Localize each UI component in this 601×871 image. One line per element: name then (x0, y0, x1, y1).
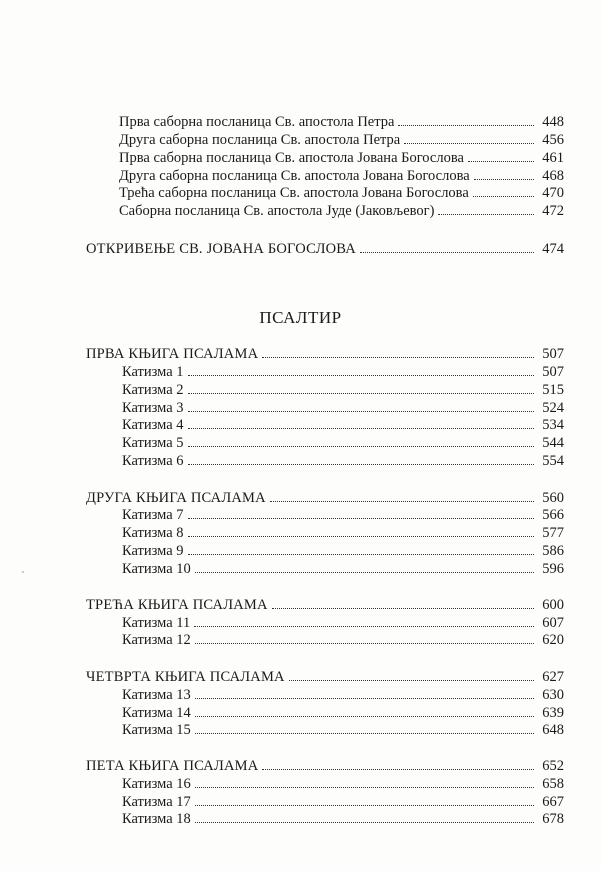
entry-page: 648 (542, 722, 564, 738)
entry-title: Катизма 4 (122, 417, 184, 433)
toc-entry-book (86, 757, 564, 775)
entry-title: Катизма 12 (122, 632, 191, 648)
entry-page: 470 (542, 185, 564, 201)
leader-dots (188, 446, 535, 447)
entry-page: 468 (542, 168, 564, 184)
section-heading: ПСАЛТИР (259, 308, 342, 327)
entry-title: Катизма 11 (122, 615, 191, 631)
toc-entry-kathisma (122, 542, 564, 560)
toc-entry-kathisma (122, 506, 564, 524)
leader-dots (438, 214, 534, 215)
toc-entry-kathisma (122, 810, 564, 828)
entry-title: Трећа саборна посланица Св. апостола Јована Богослова (119, 185, 469, 201)
leader-dots (188, 411, 535, 412)
leader-dots (272, 608, 535, 609)
toc-entry-epistle (119, 202, 564, 220)
leader-dots (195, 716, 534, 717)
toc-entry-kathisma (122, 399, 564, 417)
entry-title: Друга саборна посланица Св. апостола Петра (119, 132, 401, 148)
entry-page: 456 (542, 132, 564, 148)
entry-title: ЧЕТВРТА КЊИГА ПСАЛАМА (86, 669, 285, 685)
leader-dots (188, 464, 535, 465)
leader-dots (262, 769, 534, 770)
leader-dots (474, 179, 535, 180)
entry-title: ПРВА КЊИГА ПСАЛАМА (86, 346, 259, 362)
entry-title: Катизма 15 (122, 722, 191, 738)
toc-entry-kathisma (122, 614, 564, 632)
entry-page: 620 (542, 632, 564, 648)
toc-entry-kathisma (122, 363, 564, 381)
entry-title: Катизма 9 (122, 543, 184, 559)
scan-speck (22, 571, 24, 573)
entry-title: Катизма 6 (122, 453, 184, 469)
toc-entry-epistle (119, 167, 564, 185)
entry-title: Катизма 13 (122, 687, 191, 703)
entry-title: Катизма 18 (122, 811, 191, 827)
entry-page: 678 (542, 811, 564, 827)
entry-page: 474 (542, 241, 564, 257)
toc-entry-kathisma (122, 434, 564, 452)
leader-dots (188, 536, 535, 537)
toc-entry-kathisma (122, 416, 564, 434)
toc-entry-epistle (119, 131, 564, 149)
entry-title: ОТКРИВЕЊЕ СВ. ЈОВАНА БОГОСЛОВА (86, 241, 356, 257)
toc-entry-kathisma (122, 793, 564, 811)
leader-dots (195, 698, 534, 699)
toc-entry-kathisma (122, 560, 564, 578)
entry-title: Катизма 5 (122, 435, 184, 451)
entry-page: 667 (542, 794, 564, 810)
leader-dots (270, 501, 534, 502)
toc-entry-book (86, 345, 564, 363)
leader-dots (289, 680, 535, 681)
leader-dots (195, 572, 534, 573)
toc-entry-book (86, 668, 564, 686)
leader-dots (404, 143, 534, 144)
entry-page: 448 (542, 114, 564, 130)
leader-dots (360, 252, 534, 253)
entry-title: Катизма 2 (122, 382, 184, 398)
entry-page: 544 (542, 435, 564, 451)
entry-title: ПЕТА КЊИГА ПСАЛАМА (86, 758, 259, 774)
toc-entry-book (86, 596, 564, 614)
entry-title: Катизма 7 (122, 507, 184, 523)
entry-page: 627 (542, 669, 564, 685)
entry-page: 507 (542, 346, 564, 362)
entry-page: 507 (542, 364, 564, 380)
entry-title: ТРЕЋА КЊИГА ПСАЛАМА (86, 597, 268, 613)
entry-page: 639 (542, 705, 564, 721)
toc-entry-kathisma (122, 775, 564, 793)
leader-dots (262, 357, 534, 358)
leader-dots (194, 626, 534, 627)
entry-page: 554 (542, 453, 564, 469)
toc-entry-book (86, 489, 564, 507)
entry-page: 577 (542, 525, 564, 541)
toc-entry-kathisma (122, 452, 564, 470)
leader-dots (188, 375, 535, 376)
entry-title: Прва саборна посланица Св. апостола Јована Богослова (119, 150, 464, 166)
entry-title: Друга саборна посланица Св. апостола Јована Богослова (119, 168, 470, 184)
toc-entry-kathisma (122, 686, 564, 704)
leader-dots (398, 125, 534, 126)
leader-dots (195, 787, 534, 788)
leader-dots (195, 643, 534, 644)
entry-title: Катизма 8 (122, 525, 184, 541)
entry-title: Катизма 16 (122, 776, 191, 792)
entry-title: Саборна посланица Св. апостола Јуде (Јаковљевог) (119, 203, 435, 219)
toc-entry-kathisma (122, 721, 564, 739)
entry-title: Катизма 17 (122, 794, 191, 810)
entry-page: 560 (542, 490, 564, 506)
toc-entry-kathisma (122, 381, 564, 399)
entry-title: Катизма 3 (122, 400, 184, 416)
leader-dots (473, 196, 534, 197)
leader-dots (188, 393, 535, 394)
entry-page: 630 (542, 687, 564, 703)
entry-title: Катизма 14 (122, 705, 191, 721)
leader-dots (468, 161, 534, 162)
entry-page: 566 (542, 507, 564, 523)
entry-page: 534 (542, 417, 564, 433)
entry-page: 586 (542, 543, 564, 559)
toc-entry-revelation (86, 240, 564, 258)
entry-page: 607 (542, 615, 564, 631)
leader-dots (188, 518, 535, 519)
entry-page: 652 (542, 758, 564, 774)
leader-dots (195, 733, 534, 734)
toc-entry-epistle (119, 149, 564, 167)
leader-dots (188, 428, 535, 429)
toc-entry-epistle (119, 113, 564, 131)
leader-dots (188, 554, 535, 555)
entry-title: Катизма 1 (122, 364, 184, 380)
leader-dots (195, 822, 534, 823)
toc-entry-kathisma (122, 524, 564, 542)
entry-page: 515 (542, 382, 564, 398)
entry-page: 524 (542, 400, 564, 416)
leader-dots (195, 805, 534, 806)
entry-page: 600 (542, 597, 564, 613)
entry-title: Прва саборна посланица Св. апостола Петра (119, 114, 395, 130)
entry-title: Катизма 10 (122, 561, 191, 577)
entry-page: 472 (542, 203, 564, 219)
entry-title: ДРУГА КЊИГА ПСАЛАМА (86, 490, 266, 506)
toc-entry-kathisma (122, 704, 564, 722)
entry-page: 596 (542, 561, 564, 577)
entry-page: 461 (542, 150, 564, 166)
toc-entry-kathisma (122, 631, 564, 649)
toc-entry-epistle (119, 184, 564, 202)
entry-page: 658 (542, 776, 564, 792)
